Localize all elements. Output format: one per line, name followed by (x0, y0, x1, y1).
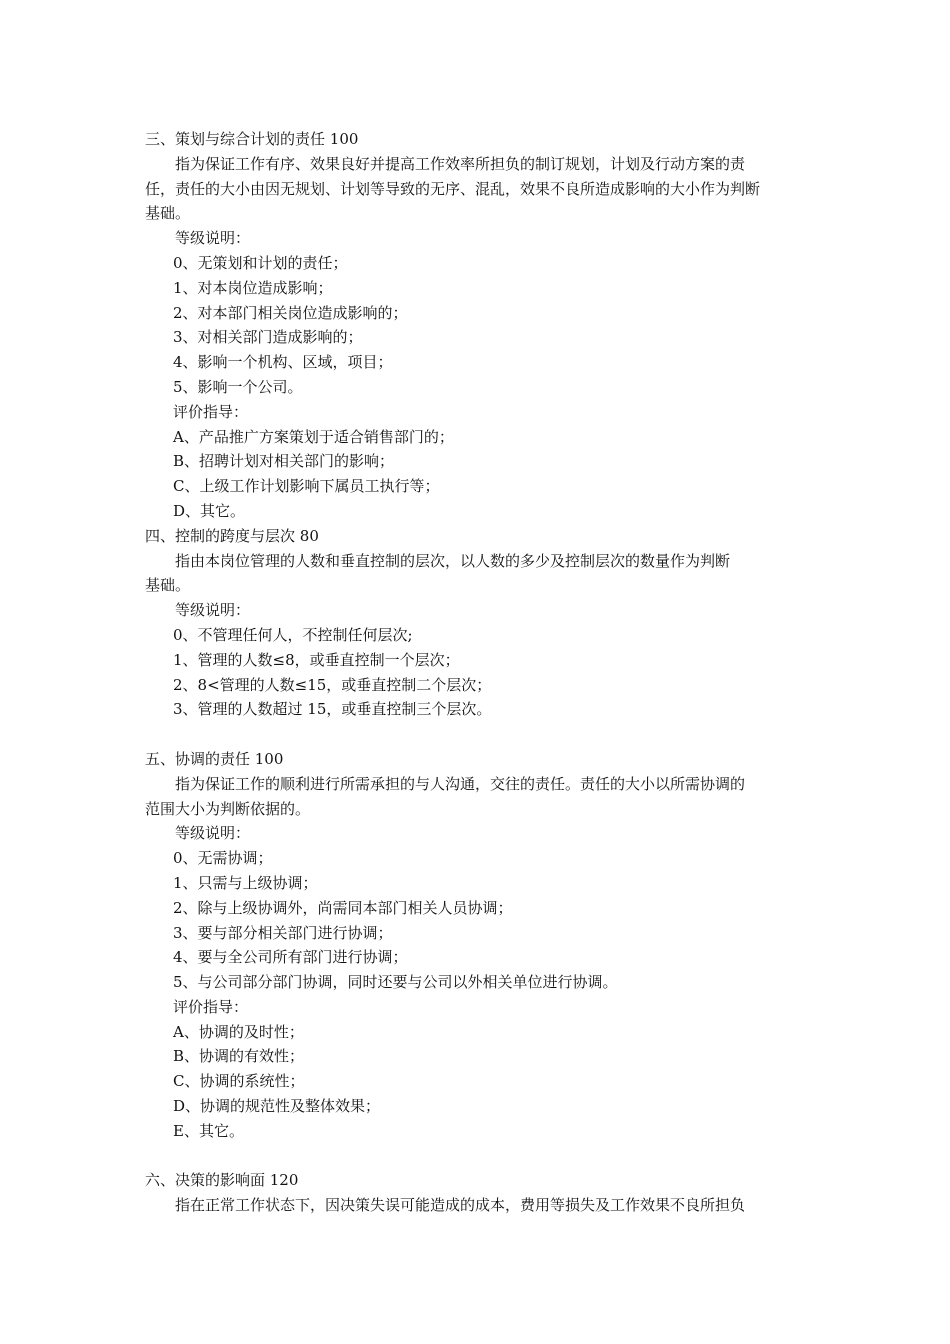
grade-item: 4、要与全公司所有部门进行协调； (173, 948, 408, 967)
grade-item: 4、影响一个机构、区域，项目； (173, 353, 393, 372)
grade-item: 1、只需与上级协调； (173, 873, 318, 892)
grade-item: 3、要与部分相关部门进行协调； (173, 923, 393, 942)
eval-title: 评价指导： (173, 997, 249, 1016)
section-description-line: 指在正常工作状态下，因决策失误可能造成的成本，费用等损失及工作效果不良所担负 (175, 1196, 746, 1215)
grade-item: 2、对本部门相关岗位造成影响的； (173, 303, 408, 322)
grade-item: 5、与公司部分部门协调，同时还要与公司以外相关单位进行协调。 (173, 973, 618, 992)
section-heading: 六、决策的影响面 120 (145, 1171, 299, 1190)
grade-item: 0、不管理任何人，不控制任何层次; (173, 625, 413, 644)
blank-line (145, 1144, 810, 1169)
section-description-line: 指为保证工作有序、效果良好并提高工作效率所担负的制订规划，计划及行动方案的责 (175, 154, 746, 173)
grade-item: 2、除与上级协调外，尚需同本部门相关人员协调； (173, 898, 513, 917)
blank-line (145, 722, 810, 747)
grade-item: 1、管理的人数≤8，或垂直控制一个层次； (173, 650, 460, 669)
grade-title: 等级说明： (175, 601, 251, 620)
section-description-line: 任，责任的大小由因无规划、计划等导致的无序、混乱，效果不良所造成影响的大小作为判断 (145, 179, 761, 198)
grade-item: 3、对相关部门造成影响的； (173, 328, 363, 347)
grade-item: 5、影响一个公司。 (173, 377, 303, 396)
grade-item: 1、对本岗位造成影响； (173, 278, 333, 297)
eval-item: A、产品推广方案策划于适合销售部门的； (173, 427, 454, 446)
eval-item: C、上级工作计划影响下属员工执行等； (173, 477, 440, 496)
section-heading: 三、策划与综合计划的责任 100 (145, 130, 359, 148)
grade-item: 0、无策划和计划的责任； (173, 253, 348, 272)
eval-title: 评价指导： (173, 402, 249, 421)
eval-item: D、协调的规范性及整体效果； (173, 1097, 381, 1116)
document-body (145, 127, 810, 1218)
section-description-line: 基础。 (145, 204, 191, 223)
eval-item: E、其它。 (173, 1121, 244, 1140)
section-heading: 四、控制的跨度与层次 80 (145, 526, 319, 545)
eval-item: B、协调的有效性； (173, 1047, 305, 1066)
section-description-line: 指为保证工作的顺利进行所需承担的与人沟通，交往的责任。责任的大小以所需协调的 (175, 774, 746, 793)
grade-item: 3、管理的人数超过 15，或垂直控制三个层次。 (173, 700, 492, 719)
grade-item: 0、无需协调； (173, 849, 273, 868)
eval-item: B、招聘计划对相关部门的影响； (173, 452, 395, 471)
grade-title: 等级说明： (175, 824, 251, 843)
section-description-line: 范围大小为判断依据的。 (145, 799, 311, 818)
eval-item: D、其它。 (173, 501, 246, 520)
eval-item: C、协调的系统性； (173, 1072, 305, 1091)
eval-item: A、协调的及时性； (173, 1022, 304, 1041)
section-description-line: 指由本岗位管理的人数和垂直控制的层次，以人数的多少及控制层次的数量作为判断 (175, 551, 731, 570)
section-description-line: 基础。 (145, 576, 191, 595)
section-heading: 五、协调的责任 100 (145, 749, 284, 768)
grade-item: 2、8<管理的人数≤15，或垂直控制二个层次； (173, 675, 492, 694)
grade-title: 等级说明： (175, 229, 251, 248)
